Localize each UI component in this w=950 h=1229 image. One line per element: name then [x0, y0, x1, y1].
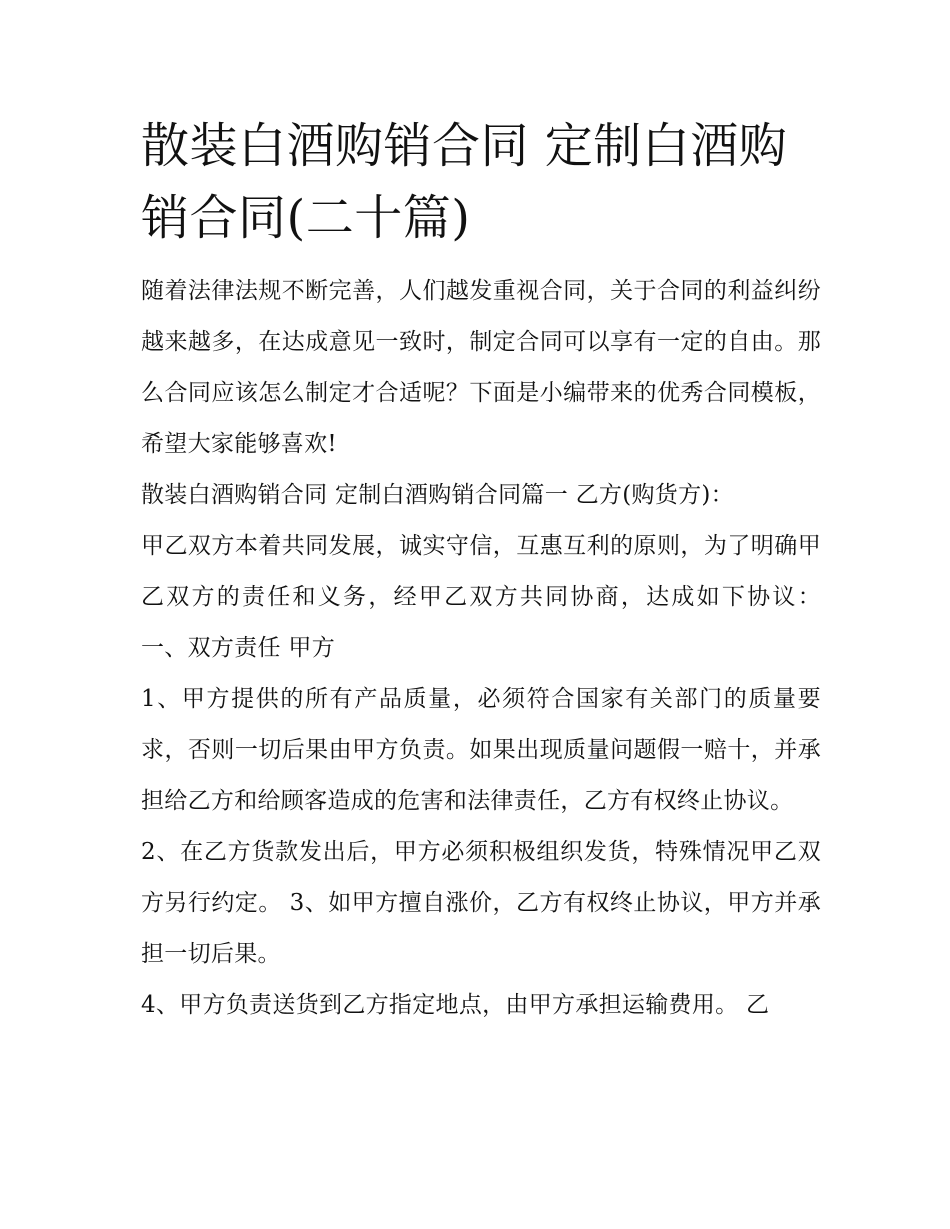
document-page: [141, 110, 821, 1031]
document-title: 散装白酒购销合同 定制白酒购销合同(二十篇): [141, 118, 788, 246]
clause-1-paragraph: 1、甲方提供的所有产品质量，必须符合国家有关部门的质量要求，否则一切后果由甲方负责。如果出现质量问题假一赔十，并承担给乙方和给顾客造成的危害和法律责任，乙方有权终止协议。: [141, 686, 821, 814]
intro-paragraph: 随着法律法规不断完善，人们越发重视合同，关于合同的利益纠纷越来越多，在达成意见一致时，制定合同可以享有一定的自由。那么合同应该怎么制定才合适呢？下面是小编带来的优秀合同模板，希望大家能够喜欢!: [141, 278, 821, 457]
clause-2-3-paragraph: 2、在乙方货款发出后，甲方必须积极组织发货，特殊情况甲乙双方另行约定。 3、如甲方擅自涨价，乙方有权终止协议，甲方并承担一切后果。: [141, 839, 821, 967]
agreement-paragraph: 甲乙双方本着共同发展，诚实守信，互惠互利的原则，为了明确甲乙双方的责任和义务，经甲乙双方共同协商，达成如下协议： 一、双方责任 甲方: [141, 533, 821, 661]
contract-heading-paragraph: 散装白酒购销合同 定制白酒购销合同篇一 乙方(购货方)：: [141, 482, 734, 508]
clause-4-paragraph: 4、甲方负责送货到乙方指定地点，由甲方承担运输费用。 乙: [141, 992, 770, 1018]
